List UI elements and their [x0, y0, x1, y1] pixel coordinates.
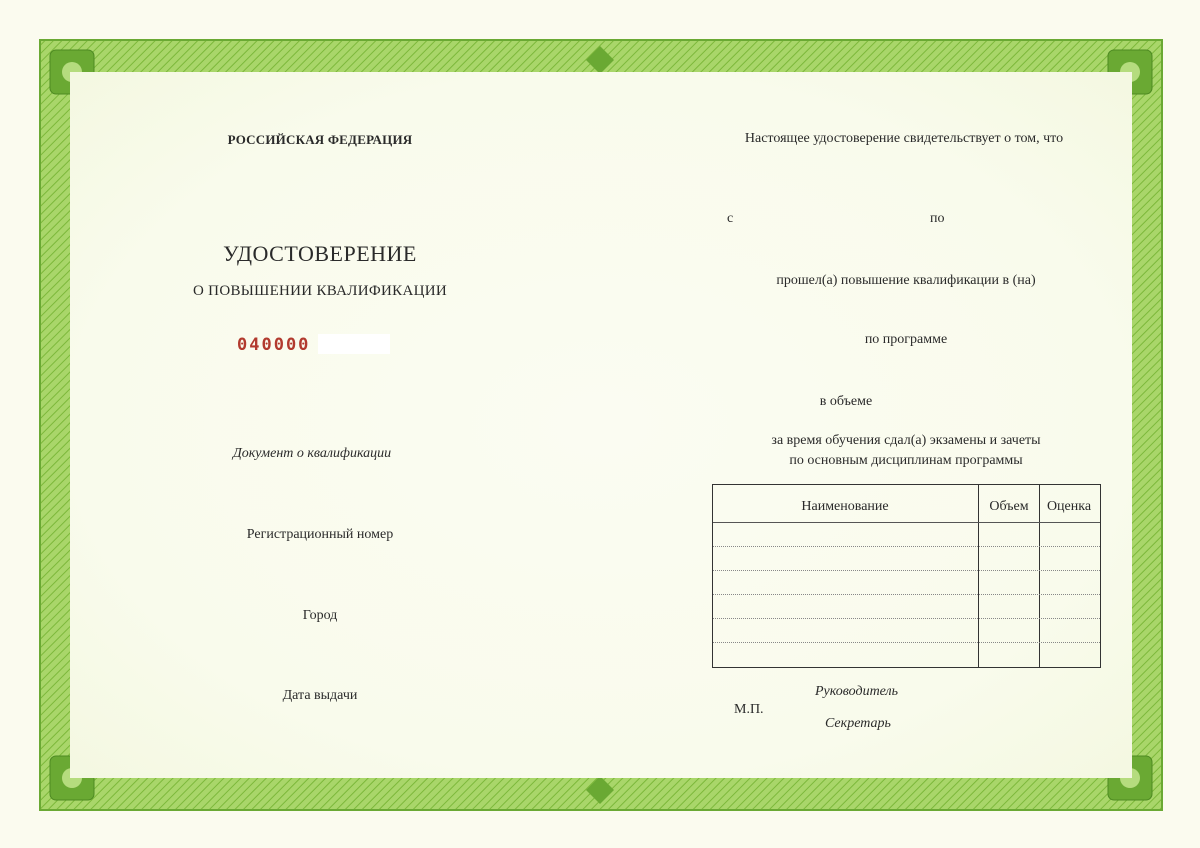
table-header-volume: Объем [989, 499, 1029, 514]
exams-line-2: по основным дисциплинам программы [789, 453, 1023, 468]
to-label: по [930, 211, 945, 226]
paper-field [70, 72, 1132, 778]
document-caption: Документ о квалификации [232, 446, 392, 461]
table-header-name: Наименование [801, 499, 889, 514]
serial-number: 040000 [237, 335, 311, 355]
certificate-subtitle: О ПОВЫШЕНИИ КВАЛИФИКАЦИИ [193, 283, 447, 299]
table-row [713, 642, 1100, 643]
city-label: Город [302, 608, 338, 623]
volume-label: в объеме [819, 394, 873, 409]
registration-label: Регистрационный номер [246, 527, 394, 542]
stamp-label: М.П. [734, 702, 764, 717]
certificate-title: УДОСТОВЕРЕНИЕ [223, 241, 417, 266]
table-row [713, 594, 1100, 595]
table-header-grade: Оценка [1046, 499, 1092, 514]
table-col-divider [978, 485, 979, 667]
secretary-label: Секретарь [825, 716, 891, 731]
from-label: с [727, 211, 734, 226]
country-heading: РОССИЙСКАЯ ФЕДЕРАЦИЯ [227, 132, 413, 147]
program-label: по программе [864, 332, 948, 347]
completed-text: прошел(а) повышение квалификации в (на) [776, 273, 1036, 288]
disciplines-table [712, 484, 1101, 668]
issue-date-label: Дата выдачи [282, 688, 358, 703]
head-label: Руководитель [815, 684, 899, 699]
table-row [713, 618, 1100, 619]
certifies-text: Настоящее удостоверение свидетельствует о том, что [744, 131, 1064, 146]
table-header-rule [713, 522, 1100, 523]
table-row [713, 546, 1100, 547]
table-col-divider [1039, 485, 1040, 667]
serial-redaction [318, 334, 390, 354]
exams-line-1: за время обучения сдал(а) экзамены и зачеты [771, 433, 1041, 448]
table-row [713, 570, 1100, 571]
